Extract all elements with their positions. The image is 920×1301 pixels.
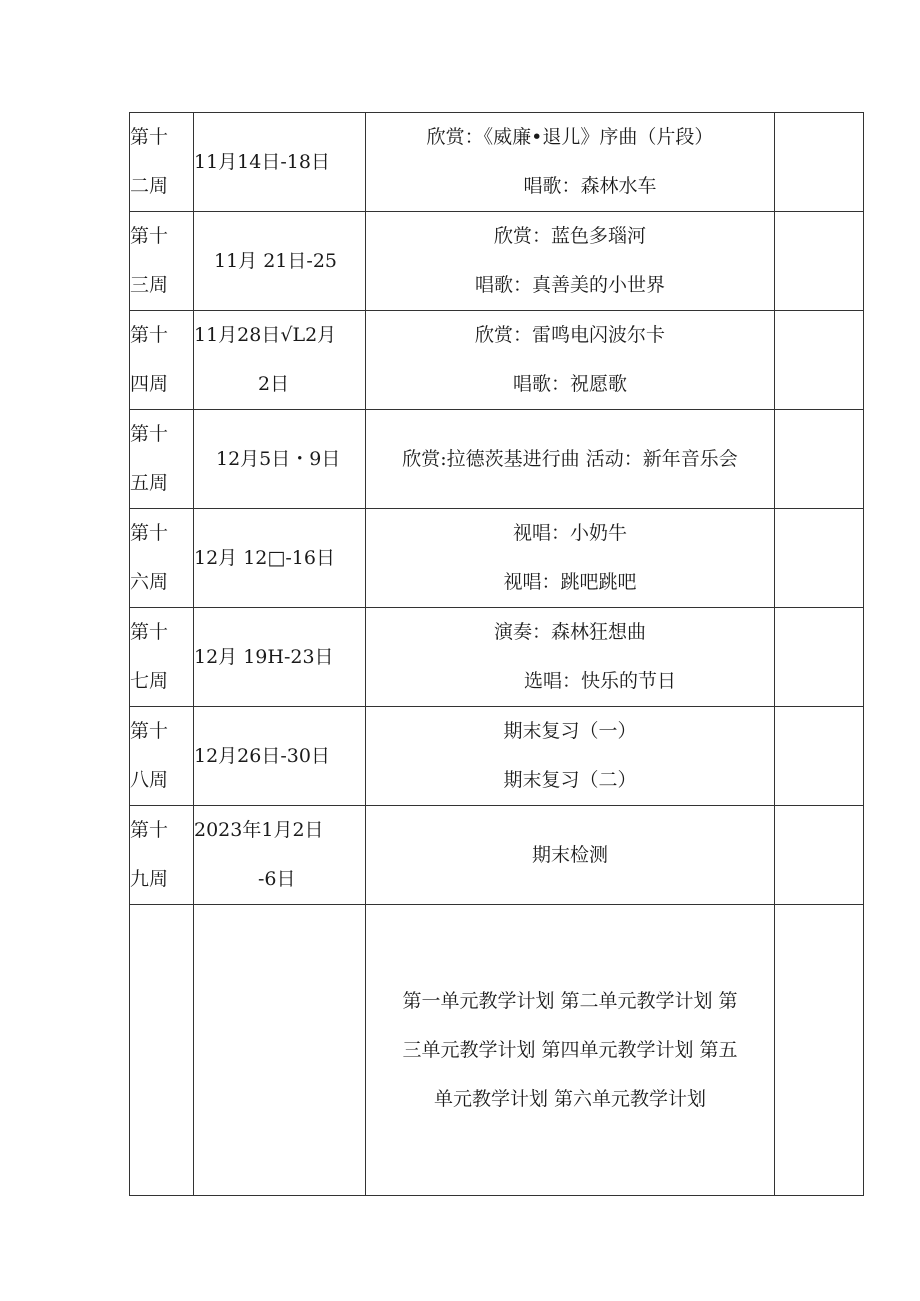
date-cell	[194, 311, 366, 410]
week-label-line-2: 三周	[130, 274, 169, 296]
table-row	[130, 311, 864, 410]
week-cell	[130, 311, 194, 410]
note-cell	[775, 311, 864, 410]
content-line-1: 期末复习（一）	[503, 720, 637, 742]
content-cell	[366, 410, 775, 509]
unit-plans-line-3: 单元教学计划 第六单元教学计划	[433, 1087, 707, 1110]
date-range: 12月 19H-23日	[194, 645, 334, 668]
date-range: 11月14日-18日	[194, 150, 330, 173]
teaching-schedule-table	[129, 112, 864, 1196]
date-cell	[194, 707, 366, 806]
note-cell	[775, 410, 864, 509]
content-cell	[366, 509, 775, 608]
table-row	[130, 113, 864, 212]
content-cell	[366, 707, 775, 806]
week-label-line-2: 九周	[130, 868, 169, 890]
content-line-1: 演奏：森林狂想曲	[493, 621, 646, 643]
date-range: 12月 12□-16日	[194, 546, 335, 569]
content-line-1: 欣赏：雷鸣电闪波尔卡	[474, 324, 665, 346]
content-cell	[366, 113, 775, 212]
date-range: 11月 21日-25	[214, 249, 337, 272]
date-cell	[194, 608, 366, 707]
week-cell	[130, 410, 194, 509]
table-row-unit-plans	[130, 905, 864, 1196]
table-row	[130, 608, 864, 707]
unit-plans-line-2: 三单元教学计划 第四单元教学计划 第五	[402, 1038, 738, 1061]
content-line-2: 选唱：快乐的节日	[523, 670, 676, 692]
date-cell	[194, 410, 366, 509]
content-line-2: 唱歌：真善美的小世界	[474, 274, 665, 296]
date-cell-empty	[194, 905, 366, 1196]
week-label-line-2: 八周	[130, 769, 169, 791]
date-range-line-2: -6日	[258, 868, 296, 890]
week-label-line-1: 第十	[130, 522, 169, 544]
content-line-1: 欣赏：《威廉•退儿》序曲（片段）	[426, 126, 714, 148]
date-range: 12月26日-30日	[194, 744, 330, 767]
week-label-line-1: 第十	[130, 126, 169, 148]
table-row	[130, 509, 864, 608]
week-label-line-1: 第十	[130, 324, 169, 346]
week-label-line-2: 四周	[130, 373, 169, 395]
date-cell	[194, 212, 366, 311]
content-cell	[366, 311, 775, 410]
content-cell	[366, 212, 775, 311]
note-cell	[775, 806, 864, 905]
week-label-line-2: 七周	[130, 670, 169, 692]
week-cell	[130, 509, 194, 608]
content-cell	[366, 608, 775, 707]
content-line-1: 欣赏:拉德茨基进行曲 活动：新年音乐会	[402, 447, 738, 470]
table-row	[130, 410, 864, 509]
week-label-line-2: 五周	[130, 472, 169, 494]
note-cell	[775, 113, 864, 212]
week-cell	[130, 212, 194, 311]
date-range: 12月5日・9日	[216, 447, 341, 470]
content-line-1: 期末检测	[531, 843, 608, 866]
content-cell	[366, 806, 775, 905]
content-line-2: 期末复习（二）	[503, 769, 637, 791]
week-cell	[130, 608, 194, 707]
week-label-line-1: 第十	[130, 819, 169, 841]
date-cell	[194, 806, 366, 905]
table-row	[130, 806, 864, 905]
date-cell	[194, 509, 366, 608]
content-line-2: 视唱：跳吧跳吧	[503, 571, 637, 593]
week-label-line-2: 二周	[130, 175, 169, 197]
content-line-1: 欣赏：蓝色多瑙河	[493, 225, 646, 247]
week-cell-empty	[130, 905, 194, 1196]
note-cell	[775, 905, 864, 1196]
content-line-2: 唱歌：森林水车	[523, 175, 657, 197]
date-range-line-2: 2日	[258, 373, 290, 395]
week-label-line-1: 第十	[130, 720, 169, 742]
note-cell	[775, 608, 864, 707]
week-label-line-1: 第十	[130, 225, 169, 247]
table-row	[130, 707, 864, 806]
content-line-2: 唱歌：祝愿歌	[512, 373, 627, 395]
date-range-line-1: 2023年1月2日	[194, 819, 324, 841]
week-cell	[130, 707, 194, 806]
table-row	[130, 212, 864, 311]
content-line-1: 视唱：小奶牛	[512, 522, 627, 544]
date-cell	[194, 113, 366, 212]
week-cell	[130, 113, 194, 212]
unit-plans-line-1: 第一单元教学计划 第二单元教学计划 第	[402, 989, 738, 1012]
note-cell	[775, 509, 864, 608]
note-cell	[775, 212, 864, 311]
week-label-line-2: 六周	[130, 571, 169, 593]
week-label-line-1: 第十	[130, 621, 169, 643]
week-cell	[130, 806, 194, 905]
date-range-line-1: 11月28日√L2月	[194, 324, 337, 346]
week-label-line-1: 第十	[130, 423, 169, 445]
note-cell	[775, 707, 864, 806]
unit-plans-cell	[366, 905, 775, 1196]
